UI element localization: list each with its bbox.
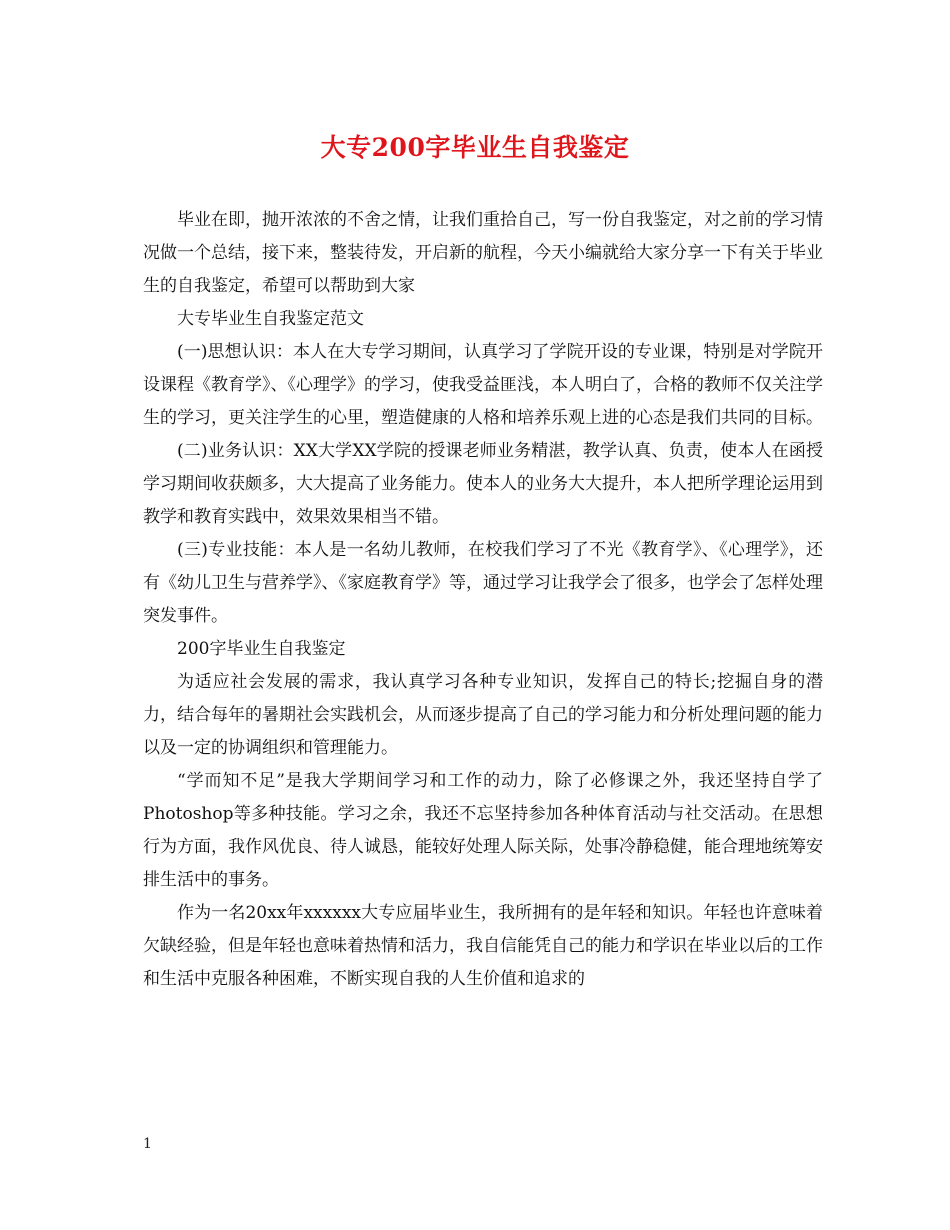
document-body	[143, 204, 823, 996]
paragraph-ideology: (一)思想认识：本人在大专学习期间，认真学习了学院开设的专业课，特别是对学院开设课程《教育学》、《心理学》的学习，使我受益匪浅，本人明白了，合格的教师不仅关注学生的学习，更关注学生的心里，塑造健康的人格和培养乐观上进的心态是我们共同的目标。	[143, 342, 823, 428]
section-heading-sample: 大专毕业生自我鉴定范文	[177, 309, 364, 329]
paragraph-learning: “学而知不足”是我大学期间学习和工作的动力，除了必修课之外，我还坚持自学了Photoshop等多种技能。学习之余，我还不忘坚持参加各种体育活动与社交活动。在思想行为方面，我作风优良、待人诚恳，能较好处理人际关际，处事冷静稳健，能合理地统筹安排生活中的事务。	[143, 771, 823, 890]
paragraph-skills: (三)专业技能：本人是一名幼儿教师，在校我们学习了不光《教育学》、《心理学》，还有《幼儿卫生与营养学》、《家庭教育学》等，通过学习让我学会了很多，也学会了怎样处理突发事件。	[143, 540, 823, 626]
document-title: 大专200字毕业生自我鉴定	[320, 133, 630, 162]
page-number: 1	[143, 1136, 152, 1152]
paragraph-intro: 毕业在即，抛开浓浓的不舍之情，让我们重拾自己，写一份自我鉴定，对之前的学习情况做一个总结，接下来，整装待发，开启新的航程，今天小编就给大家分享一下有关于毕业生的自我鉴定，希望可以帮助到大家	[143, 210, 823, 296]
section-heading-200: 200字毕业生自我鉴定	[177, 639, 346, 659]
paragraph-business: (二)业务认识：XX大学XX学院的授课老师业务精湛，教学认真、负责，使本人在函授学习期间收获颇多，大大提高了业务能力。使本人的业务大大提升，本人把所学理论运用到教学和教育实践中，效果效果相当不错。	[143, 441, 823, 527]
paragraph-development: 为适应社会发展的需求，我认真学习各种专业知识，发挥自己的特长;挖掘自身的潜力，结合每年的暑期社会实践机会，从而逐步提高了自己的学习能力和分析处理问题的能力以及一定的协调组织和管理能力。	[143, 672, 823, 758]
paragraph-graduate: 作为一名20xx年xxxxxx大专应届毕业生，我所拥有的是年轻和知识。年轻也许意味着欠缺经验，但是年轻也意味着热情和活力，我自信能凭自己的能力和学识在毕业以后的工作和生活中克服各种困难，不断实现自我的人生价值和追求的	[143, 903, 823, 989]
